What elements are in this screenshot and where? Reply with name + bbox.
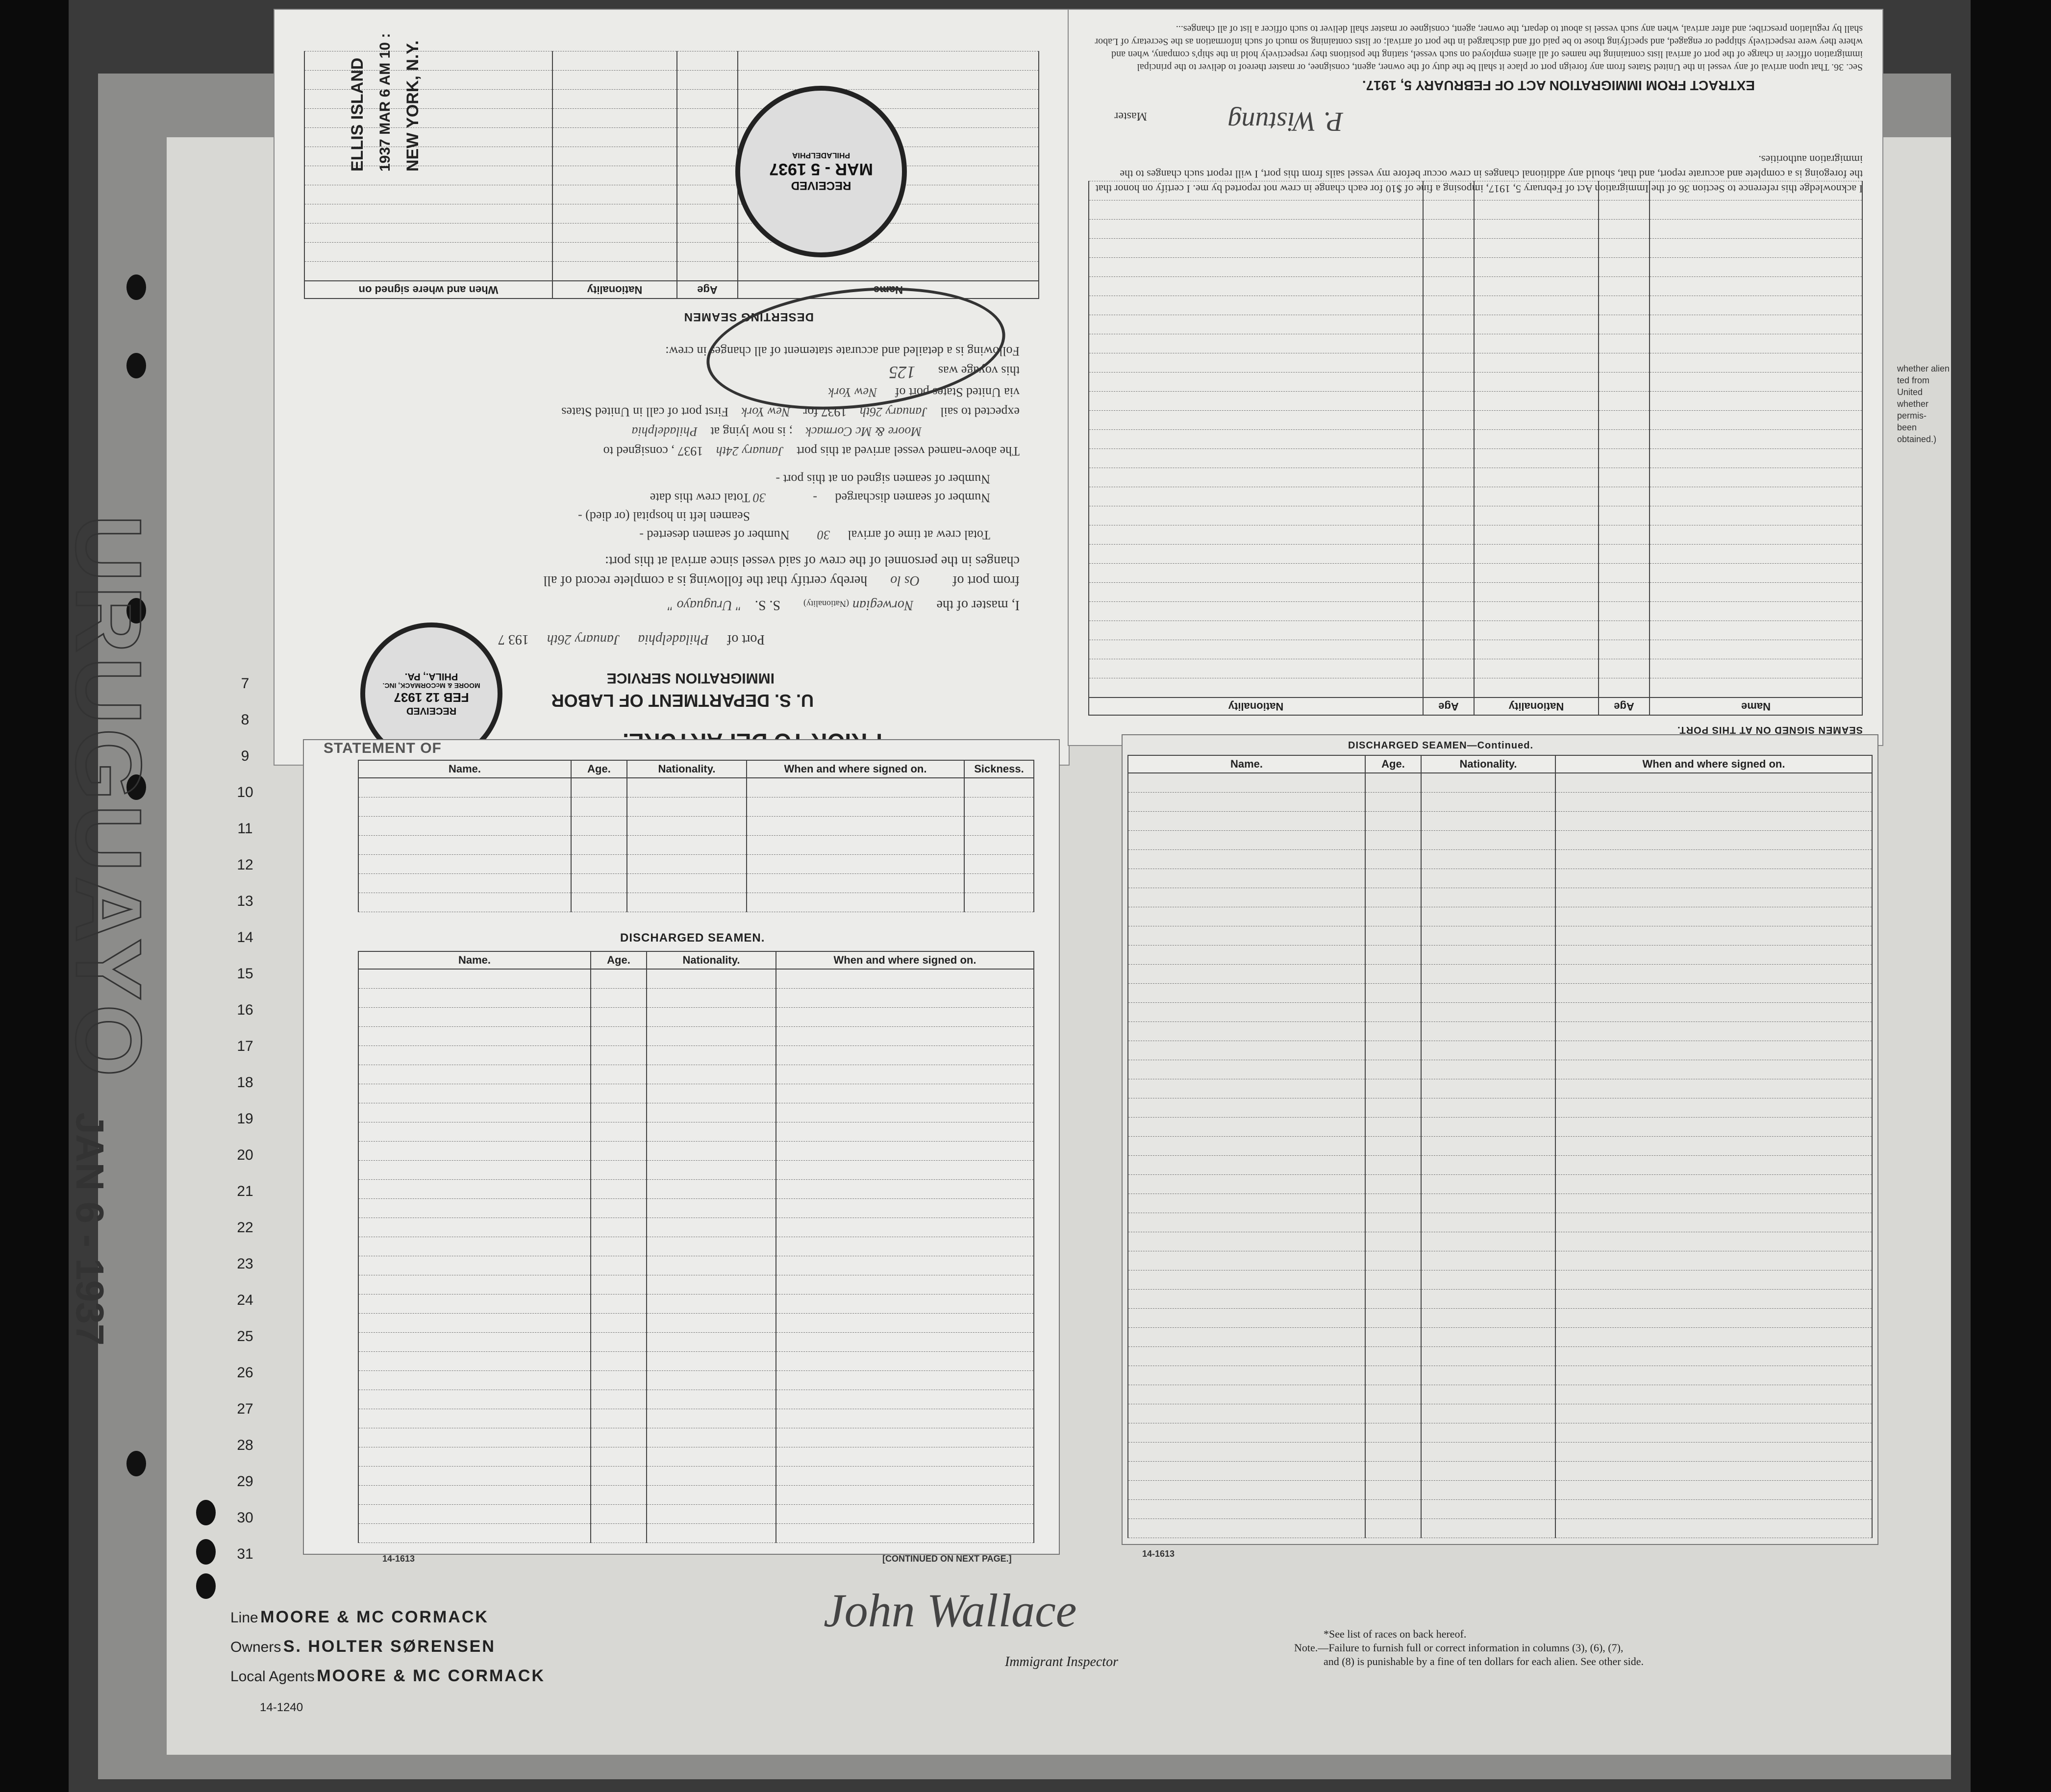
table-row <box>1128 965 1872 984</box>
table-row <box>358 989 1034 1008</box>
table-row <box>1089 449 1862 468</box>
changes-line: changes in the personnel of the crew of said vessel since arrival at this port: <box>605 553 1020 569</box>
signed-on-label: Number of seamen signed on at this port <box>783 472 990 486</box>
table-row <box>1089 487 1862 506</box>
discharged-seamen-page <box>304 740 1059 1564</box>
table-row <box>1089 296 1862 315</box>
note-fine: and (8) is punishable by a fine of ten dollars for each alien. See other side. <box>1324 1655 1644 1668</box>
year-printed: 193 7 <box>498 632 529 647</box>
continued-note: [CONTINUED ON NEXT PAGE.] <box>882 1554 1012 1564</box>
table-row <box>1089 640 1862 659</box>
table-row <box>1089 258 1862 277</box>
extract-form <box>1069 10 1882 745</box>
deserting-seamen-title: DESERTING SEAMEN <box>683 310 814 324</box>
table-row <box>1089 411 1862 430</box>
table-row <box>1089 621 1862 640</box>
table-row <box>358 1256 1034 1275</box>
table-row <box>358 1199 1034 1218</box>
stamp-line: MOORE & McCORMACK, INC. <box>382 682 480 690</box>
table-row <box>1128 1481 1872 1500</box>
table-row <box>1128 1328 1872 1347</box>
table-row <box>358 1275 1034 1294</box>
department-name: U. S. DEPARTMENT OF LABOR <box>551 691 814 711</box>
col-nationality: Nationality. <box>627 760 747 778</box>
signed-on-table <box>1088 181 1863 716</box>
port-value: Philadelphia <box>638 632 709 647</box>
col-nationality: Nationality <box>552 281 677 299</box>
table-row <box>1128 1385 1872 1404</box>
voyage-line: this voyage was <box>938 364 1020 378</box>
table-row <box>358 1447 1034 1467</box>
stamp-line: PHILADELPHIA <box>792 151 850 160</box>
table-row <box>358 1467 1034 1486</box>
master-label: Master <box>1114 110 1147 123</box>
line-number: 30 <box>237 1510 253 1526</box>
line-number: 22 <box>237 1220 253 1236</box>
table-row <box>358 817 1034 836</box>
first-port-line: First port of call in United States <box>561 405 729 419</box>
local-agents-label: Local Agents <box>230 1668 315 1685</box>
line-number: 28 <box>237 1437 253 1453</box>
table-row <box>1128 946 1872 965</box>
table-row <box>358 1486 1034 1505</box>
table-row <box>1128 831 1872 850</box>
certify-line: hereby certify that the following is a complete record of all <box>543 573 868 588</box>
table-row <box>358 1065 1034 1084</box>
col-age: Age. <box>591 951 647 969</box>
table-row <box>1128 907 1872 926</box>
consigned-line: 1937 , consigned to <box>603 444 703 458</box>
table-row <box>1128 1251 1872 1270</box>
table-row <box>358 1103 1034 1122</box>
punch-hole <box>126 353 146 378</box>
expected-line: expected to sail <box>940 405 1020 419</box>
table-row <box>1128 1213 1872 1232</box>
service-name: IMMIGRATION SERVICE <box>606 670 775 686</box>
crew-counts <box>578 470 990 544</box>
table-row <box>1089 181 1862 200</box>
col-nationality: Nationality. <box>647 951 776 969</box>
table-row <box>358 1237 1034 1256</box>
col-name: Name <box>738 281 1039 299</box>
table-row <box>358 1180 1034 1199</box>
statement-header: STATEMENT OF <box>324 740 442 756</box>
edge-fragment: whether alien <box>1897 364 1950 373</box>
stamp-line: MAR - 5 1937 <box>769 160 873 179</box>
line-number: 23 <box>237 1256 253 1272</box>
table-row <box>1128 1423 1872 1443</box>
form-number: 14-1613 <box>1142 1549 1175 1559</box>
local-agents-value: MOORE & MC CORMACK <box>317 1667 546 1685</box>
note-failure: Note.—Failure to furnish full or correct information in columns (3), (6), (7), <box>1294 1642 1624 1654</box>
total-crew-date-label: Total crew this date <box>650 491 750 505</box>
ship-name: URUGUAYO <box>56 515 160 1081</box>
table-row <box>304 204 1039 224</box>
table-row <box>358 1390 1034 1409</box>
table-row <box>1089 220 1862 239</box>
line-number: 27 <box>237 1401 253 1417</box>
table-row <box>358 836 1034 855</box>
line-label: Line <box>230 1610 258 1626</box>
col-signed-on: When and where signed on <box>304 281 552 299</box>
table-row <box>1128 1003 1872 1022</box>
line-number: 7 <box>241 675 250 692</box>
year-for: 1937 for <box>803 405 847 419</box>
punch-hole <box>196 1539 216 1565</box>
table-row <box>358 1008 1034 1027</box>
from-line <box>543 572 1020 588</box>
table-row <box>1128 850 1872 869</box>
table-row <box>1089 602 1862 621</box>
date-value: January 26th <box>547 632 620 647</box>
table-row <box>358 1046 1034 1065</box>
discharged-value: - <box>813 491 818 505</box>
col-age: Age <box>1599 697 1650 715</box>
col-name: Name. <box>358 760 571 778</box>
table-row <box>1128 1347 1872 1366</box>
stamp-line: PHILA., PA. <box>404 671 458 682</box>
received-date-stamp <box>735 86 907 257</box>
line-number: 10 <box>237 784 253 800</box>
total-crew-value: 30 <box>817 528 830 542</box>
table-row <box>358 1218 1034 1237</box>
table-row <box>1089 468 1862 487</box>
master-signature: P. Wistung <box>1227 106 1343 137</box>
table-row <box>1089 200 1862 220</box>
acknowledgement-text: I acknowledge this reference to Section 36 of the Immigration Act of February 5, 1917, imposing a fine of $10 for each change in crew not reported by me. I certify on honor that the foregoing is a complete and accurate report, and that, should any additional changes in crew occur before my vessel sails from this port, I will report such changes to the immigration authorities. <box>1095 153 1863 195</box>
table-row <box>1089 334 1862 353</box>
table-row <box>358 1333 1034 1352</box>
via-value: New York <box>828 385 877 399</box>
lying-line: ; is now lying at <box>710 424 793 439</box>
line-value: MOORE & MC CORMACK <box>260 1608 489 1626</box>
table-row <box>1128 1118 1872 1137</box>
col-signed-on: When and where signed on. <box>776 951 1034 969</box>
table-row <box>1089 373 1862 392</box>
edge-fragment: been obtained.) <box>1897 423 1937 444</box>
table-row <box>1128 1270 1872 1290</box>
section-36-text: Sec. 36. That upon arrival of any vessel in the United States from any foreign port or place it shall be the duty of the owner, agent, consignee, or master thereof to deliver to the principal immigration officer in charge of the port of arrival lists containing the names of all aliens employed on such vessel, stating the positions they respectively hold in the ship's company, when and where they were respectively shipped or engaged, and specifying those to be paid off and discharged in the port of arrival; or lists containing so much of such information as the Secretary of Labor shall by regulation prescribe; and after arrival, when any such vessel is about to depart, the owner, agent, consignee or master shall deliver to such officer a list of all changes... <box>1095 24 1863 73</box>
stamp-line: RECEIVED <box>406 705 457 717</box>
col-age: Age. <box>571 760 627 778</box>
table-row <box>1128 1175 1872 1194</box>
punch-hole <box>196 1573 216 1599</box>
arrived-value: January 24th <box>716 444 784 458</box>
table-row <box>358 1314 1034 1333</box>
table-row <box>358 1371 1034 1390</box>
table-row <box>358 893 1034 912</box>
table-row <box>358 1084 1034 1103</box>
table-row <box>1128 1098 1872 1118</box>
note-races: *See list of races on back hereof. <box>1324 1628 1467 1640</box>
table-row <box>358 1294 1034 1314</box>
col-signed-on: When and where signed on. <box>1555 755 1872 773</box>
table-row <box>1128 1137 1872 1156</box>
line-field <box>230 1608 489 1627</box>
line-number: 16 <box>237 1002 253 1018</box>
table-row <box>358 1409 1034 1428</box>
table-row <box>358 1161 1034 1180</box>
col-name: Name. <box>358 951 591 969</box>
hospital-value: - <box>578 509 582 523</box>
from-port: from port of <box>952 573 1020 588</box>
discharged-seamen-continued-page <box>1123 735 1877 1559</box>
col-sickness: Sickness. <box>964 760 1034 778</box>
deserted-label: Number of seamen deserted <box>647 528 790 542</box>
deserted-value: - <box>639 528 644 542</box>
right-edge-text <box>1897 363 1951 445</box>
nationality-label: (Nationality) <box>803 599 850 609</box>
table-row <box>1089 525 1862 545</box>
line-number: 31 <box>237 1546 253 1562</box>
table-row <box>1089 315 1862 334</box>
table-row <box>304 262 1039 281</box>
from-port-value: Os lo <box>890 573 920 588</box>
ss-value: " Uruguayo " <box>667 597 742 613</box>
voyage-value: 125 <box>889 363 916 382</box>
col-nationality: Nationality. <box>1421 755 1555 773</box>
table-row <box>1089 353 1862 373</box>
table-row <box>1128 812 1872 831</box>
vessel-line <box>668 597 1020 613</box>
form-number: 14-1613 <box>382 1554 415 1564</box>
col-signed-on: When and where signed on. <box>747 760 964 778</box>
punch-hole <box>126 1451 146 1476</box>
punch-hole <box>196 1500 216 1525</box>
port-label: Port of <box>727 632 765 647</box>
sickness-table <box>358 760 1034 912</box>
table-row <box>1128 888 1872 907</box>
table-row <box>304 224 1039 243</box>
table-row <box>1128 869 1872 888</box>
stamp-line: 1937 MAR 6 AM 10 : <box>377 33 393 172</box>
discharged-label: Number of seamen discharged <box>835 491 990 505</box>
table-row <box>1089 678 1862 698</box>
signed-on-title: SEAMEN SIGNED ON AT THIS PORT. <box>1677 724 1863 735</box>
line-number: 9 <box>241 748 250 764</box>
via-line: via United States port of <box>895 385 1020 399</box>
owners-value: S. HOLTER SØRENSEN <box>283 1637 496 1656</box>
discharged-continued-table <box>1127 755 1873 1538</box>
owners-field <box>230 1637 496 1656</box>
col-name: Name. <box>1128 755 1365 773</box>
col-nationality: Nationality <box>1474 697 1599 715</box>
expected-value: January 26th <box>859 405 927 419</box>
table-row <box>1089 430 1862 449</box>
punch-hole <box>126 274 146 300</box>
total-crew-label: Total crew at time of arrival <box>848 528 990 542</box>
table-row <box>1128 793 1872 812</box>
col-nationality: Nationality <box>1089 697 1423 715</box>
table-row <box>358 778 1034 797</box>
stamp-line: NEW YORK, N.Y. <box>403 40 422 172</box>
table-row <box>1128 1404 1872 1423</box>
lying-value: Philadelphia <box>631 424 698 439</box>
line-number: 8 <box>241 712 250 728</box>
line-number: 12 <box>237 857 253 873</box>
table-row <box>1128 1519 1872 1538</box>
table-row <box>1128 1443 1872 1462</box>
total-crew-date-value: 30 <box>752 491 766 505</box>
following-line: Following is a detailed and accurate statement of all changes in crew: <box>665 344 1020 358</box>
line-number: 29 <box>237 1473 253 1490</box>
table-row <box>1128 1462 1872 1481</box>
table-row <box>1089 545 1862 564</box>
consigned-value: Moore & Mc Cormack <box>805 424 922 439</box>
col-name: Name <box>1650 697 1862 715</box>
table-row <box>1089 564 1862 583</box>
table-row <box>304 243 1039 262</box>
line-number: 21 <box>237 1183 253 1199</box>
stamp-line: RECEIVED <box>791 179 851 193</box>
nationality-value: Norwegian <box>852 597 914 613</box>
arrived-line: The above-named vessel arrived at this port <box>797 444 1020 458</box>
table-row <box>358 969 1034 989</box>
master-line: I, master of the <box>936 597 1020 613</box>
line-number: 25 <box>237 1328 253 1344</box>
for-value: New York <box>741 405 791 419</box>
table-row <box>358 797 1034 817</box>
table-row <box>1128 926 1872 946</box>
port-line <box>498 631 765 647</box>
line-number: 26 <box>237 1365 253 1381</box>
table-row <box>358 1428 1034 1447</box>
hospital-label: Seamen left in hospital (or died) <box>585 509 750 523</box>
table-row <box>1128 1366 1872 1385</box>
col-age: Age <box>677 281 738 299</box>
table-row <box>358 1142 1034 1161</box>
discharged-seamen-table <box>358 951 1034 1543</box>
stamp-line: FEB 12 1937 <box>394 690 469 705</box>
table-row <box>358 1524 1034 1543</box>
table-row <box>1128 1309 1872 1328</box>
line-number: 18 <box>237 1074 253 1091</box>
line-number: 14 <box>237 929 253 946</box>
table-row <box>1089 583 1862 602</box>
table-row <box>1089 506 1862 525</box>
ellis-island-stamp <box>348 25 505 172</box>
table-row <box>358 855 1034 874</box>
line-number: 11 <box>237 821 253 837</box>
extract-title: EXTRACT FROM IMMIGRATION ACT OF FEBRUARY 5, 1917. <box>1362 78 1755 93</box>
table-row <box>1128 1156 1872 1175</box>
line-number: 19 <box>237 1111 253 1127</box>
table-row <box>1089 392 1862 411</box>
signed-on-value: - <box>775 472 780 486</box>
inspector-label: Immigrant Inspector <box>1005 1654 1118 1669</box>
table-row <box>1128 1194 1872 1213</box>
owners-label: Owners <box>230 1639 281 1655</box>
table-row <box>358 1122 1034 1142</box>
line-number: 15 <box>237 966 253 982</box>
table-row <box>358 1027 1034 1046</box>
table-row <box>1128 1290 1872 1309</box>
line-number: 17 <box>237 1038 253 1054</box>
col-age: Age. <box>1365 755 1421 773</box>
table-row <box>1089 239 1862 258</box>
line-number: 24 <box>237 1292 253 1308</box>
table-row <box>1128 1060 1872 1079</box>
local-agents-field <box>230 1667 545 1686</box>
table-row <box>1128 984 1872 1003</box>
table-row <box>1128 1079 1872 1098</box>
form-number-footer: 14-1240 <box>260 1701 303 1714</box>
table-row <box>358 874 1034 893</box>
table-row <box>1089 277 1862 296</box>
discharged-seamen-title: DISCHARGED SEAMEN. <box>620 931 765 945</box>
footer-notes <box>1294 1627 1644 1668</box>
ship-name-stamp <box>55 515 162 1345</box>
table-row <box>1128 1022 1872 1041</box>
line-number: 20 <box>237 1147 253 1163</box>
edge-fragment: whether permis- <box>1897 399 1929 421</box>
table-row <box>1128 1500 1872 1519</box>
stamp-line: ELLIS ISLAND <box>348 57 367 172</box>
table-row <box>304 185 1039 204</box>
table-row <box>1128 1041 1872 1060</box>
table-row <box>358 1505 1034 1524</box>
line-number: 13 <box>237 893 253 909</box>
edge-fragment: ted from United <box>1897 375 1930 397</box>
ss-label: S. S. <box>754 597 781 613</box>
stamp-date: JAN 6 - 1937 <box>68 1112 112 1346</box>
col-age: Age <box>1423 697 1474 715</box>
continued-title: DISCHARGED SEAMEN—Continued. <box>1348 740 1533 751</box>
table-row <box>358 1352 1034 1371</box>
inspector-signature: John Wallace <box>824 1584 1077 1637</box>
table-row <box>1089 659 1862 678</box>
table-row <box>1128 1232 1872 1251</box>
table-row <box>1128 773 1872 793</box>
